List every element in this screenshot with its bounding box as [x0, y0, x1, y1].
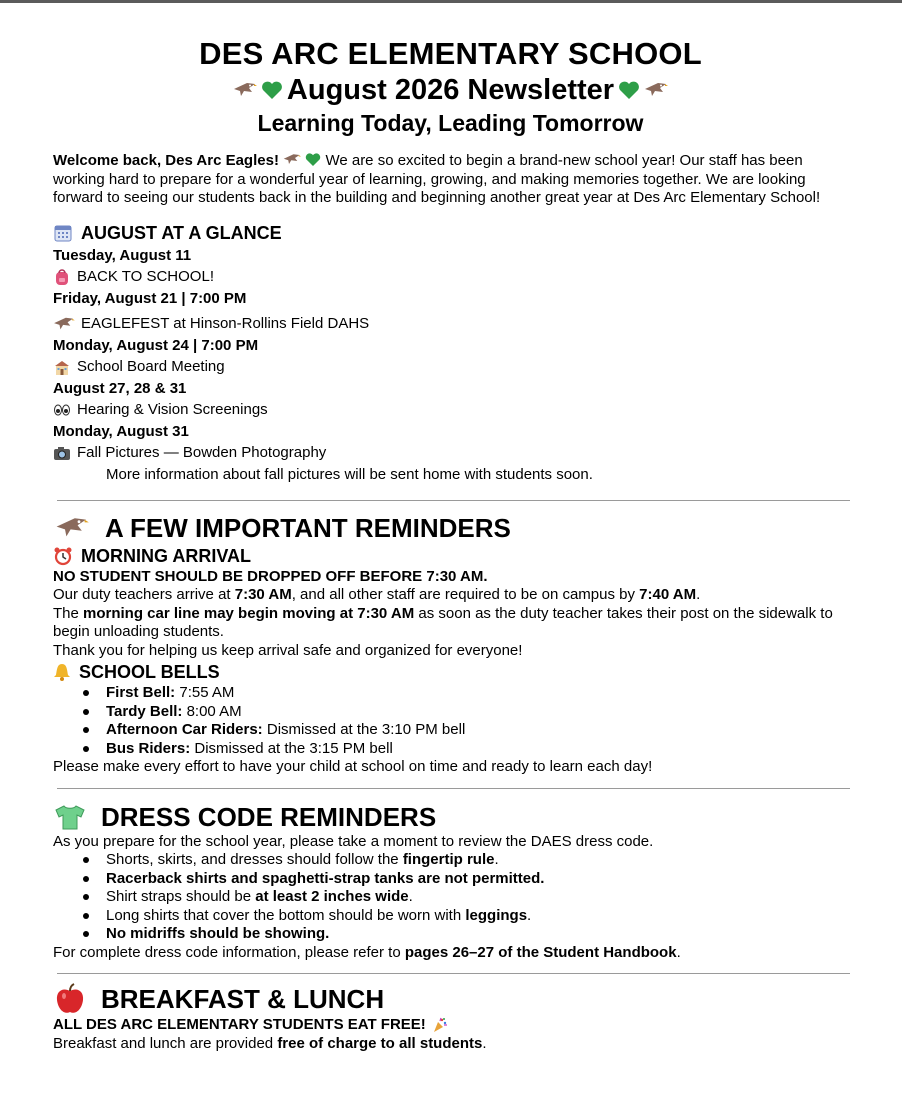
list-item: Racerback shirts and spaghetti-strap tanks are not permitted.: [53, 870, 848, 889]
reminders-heading-row: [53, 512, 848, 544]
text: .: [408, 888, 413, 905]
bell-label: Tardy Bell:: [106, 702, 183, 720]
text: The: [53, 604, 84, 622]
list-item: [53, 907, 848, 926]
eagle-icon: [283, 152, 301, 167]
arrival-line-3: Thank you for helping us keep arrival safe and organized for everyone!: [53, 641, 523, 659]
newsletter-page: [53, 36, 848, 1053]
pictures-note: More information about fall pictures will be sent home with students soon.: [106, 465, 593, 483]
event-item: [53, 356, 848, 378]
event-item: [53, 266, 848, 288]
eagle-icon: [644, 80, 668, 100]
text: , and all other staff are required to be on campus by: [291, 586, 640, 603]
dress-lead: As you prepare for the school year, please take a moment to review the DAES dress code.: [53, 832, 654, 850]
eagle-icon: [53, 514, 91, 542]
bell-value: 8:00 AM: [182, 702, 242, 720]
bells-closing: Please make every effort to have your child at school on time and ready to learn each day!: [53, 758, 653, 775]
time: 7:40 AM: [639, 586, 697, 603]
green-heart-icon: [261, 80, 283, 100]
dress-heading-row: [53, 801, 848, 833]
tshirt-icon: [53, 804, 87, 830]
school-building-icon: [53, 358, 71, 376]
meals-heading: BREAKFAST & LUNCH: [101, 984, 385, 1014]
list-item: [53, 851, 848, 870]
text: .: [696, 586, 701, 603]
event-item: [53, 399, 848, 421]
emphasis: leggings: [465, 906, 528, 924]
dress-footer: [53, 944, 848, 963]
event-text: Hearing & Vision Screenings: [77, 400, 268, 418]
emphasis: at least 2 inches wide: [255, 888, 409, 905]
text: as soon as the duty teacher takes their post on the sidewalk to begin unloading students.: [53, 604, 833, 640]
bell-label: Afternoon Car Riders:: [106, 721, 263, 738]
section-divider: [57, 788, 850, 789]
list-item: No midriffs should be showing.: [53, 925, 848, 944]
text: For complete dress code information, please refer to: [53, 943, 405, 961]
arrival-heading: MORNING ARRIVAL: [81, 545, 251, 566]
emphasis: free of charge to all students: [277, 1034, 483, 1052]
bells-heading-row: [53, 660, 848, 684]
bells-heading: SCHOOL BELLS: [79, 662, 220, 682]
glance-heading: AUGUST AT A GLANCE: [81, 222, 282, 243]
bell-value: 7:55 AM: [175, 684, 235, 701]
emphasis: morning car line may begin moving at 7:30 AM: [83, 604, 415, 622]
party-popper-icon: [432, 1017, 448, 1033]
school-name: DES ARC ELEMENTARY SCHOOL: [199, 36, 702, 71]
arrival-line-1: [53, 586, 848, 605]
newsletter-title-row: [53, 72, 848, 108]
meals-free-line: [53, 1016, 848, 1035]
text: Long shirts that cover the bottom should be worn with: [106, 906, 466, 924]
backpack-icon: [53, 268, 71, 286]
text: Shirt straps should be: [106, 888, 256, 905]
green-heart-icon: [305, 152, 321, 167]
meals-free-text: ALL DES ARC ELEMENTARY STUDENTS EAT FREE!: [53, 1016, 426, 1033]
text: Our duty teachers arrive at: [53, 586, 235, 603]
eyes-icon: [53, 403, 71, 417]
event-text: Fall Pictures — Bowden Photography: [77, 443, 327, 461]
bell-label: First Bell:: [106, 684, 176, 701]
arrival-heading-row: [53, 544, 848, 568]
event-text: BACK TO SCHOOL!: [77, 267, 214, 285]
event-date: Monday, August 24 | 7:00 PM: [53, 336, 259, 354]
eagle-icon: [53, 315, 75, 333]
arrival-warning: NO STUDENT SHOULD BE DROPPED OFF BEFORE 7:30 AM.: [53, 567, 488, 585]
emphasis: fingertip rule: [402, 851, 495, 868]
alarm-clock-icon: [53, 546, 73, 566]
green-heart-icon: [618, 80, 640, 100]
bell-value: Dismissed at the 3:10 PM bell: [262, 721, 466, 738]
dress-code-list: [53, 851, 848, 944]
event-date: Tuesday, August 11: [53, 246, 192, 264]
time: 7:30 AM: [234, 586, 292, 603]
bell-label: Bus Riders:: [106, 739, 191, 757]
reminders-heading: A FEW IMPORTANT REMINDERS: [105, 512, 511, 543]
meals-heading-row: [53, 982, 848, 1016]
dress-heading: DRESS CODE REMINDERS: [101, 801, 437, 832]
apple-icon: [53, 982, 87, 1016]
list-item: [53, 703, 848, 722]
bell-schedule-list: [53, 684, 848, 758]
event-date: Monday, August 31: [53, 422, 189, 440]
intro-greeting: Welcome back, Des Arc Eagles!: [53, 152, 279, 169]
event-text: EAGLEFEST at Hinson-Rollins Field DAHS: [81, 314, 370, 332]
camera-icon: [53, 445, 71, 461]
list-item: [53, 740, 848, 759]
text: .: [527, 906, 532, 924]
event-date: August 27, 28 & 31: [53, 379, 187, 397]
text: Shorts, skirts, and dresses should follow the: [106, 851, 403, 868]
eagle-icon: [233, 80, 257, 100]
list-item: [53, 721, 848, 740]
newsletter-title: August 2026 Newsletter: [286, 74, 615, 106]
intro-paragraph: [53, 152, 848, 208]
motto: Learning Today, Leading Tomorrow: [257, 110, 644, 136]
intro-body: We are so excited to begin a brand-new school year! Our staff has been working hard to prepare for a wonderful year of learning, growing, and making memories together. We are looking forward to seeing our students back in the building and beginning another great year at Des Arc Elementary School!: [53, 152, 821, 206]
bell-value: Dismissed at the 3:15 PM bell: [190, 739, 393, 757]
handbook-reference: pages 26–27 of the Student Handbook: [404, 943, 677, 961]
event-text: School Board Meeting: [77, 357, 225, 375]
bell-icon: [53, 662, 71, 682]
list-item: [53, 888, 848, 907]
text: .: [482, 1034, 487, 1052]
text: .: [494, 851, 499, 868]
meals-detail: [53, 1035, 848, 1054]
calendar-icon: [53, 223, 73, 243]
section-divider: [57, 500, 850, 501]
text: Breakfast and lunch are provided: [53, 1034, 278, 1052]
top-border: [0, 0, 902, 3]
event-date: Friday, August 21 | 7:00 PM: [53, 289, 247, 307]
text: .: [676, 943, 681, 961]
event-item: [53, 313, 848, 335]
event-item: [53, 442, 848, 464]
section-divider: [57, 973, 850, 974]
glance-heading-row: [53, 221, 848, 245]
list-item: [53, 684, 848, 703]
arrival-line-2: [53, 605, 848, 642]
